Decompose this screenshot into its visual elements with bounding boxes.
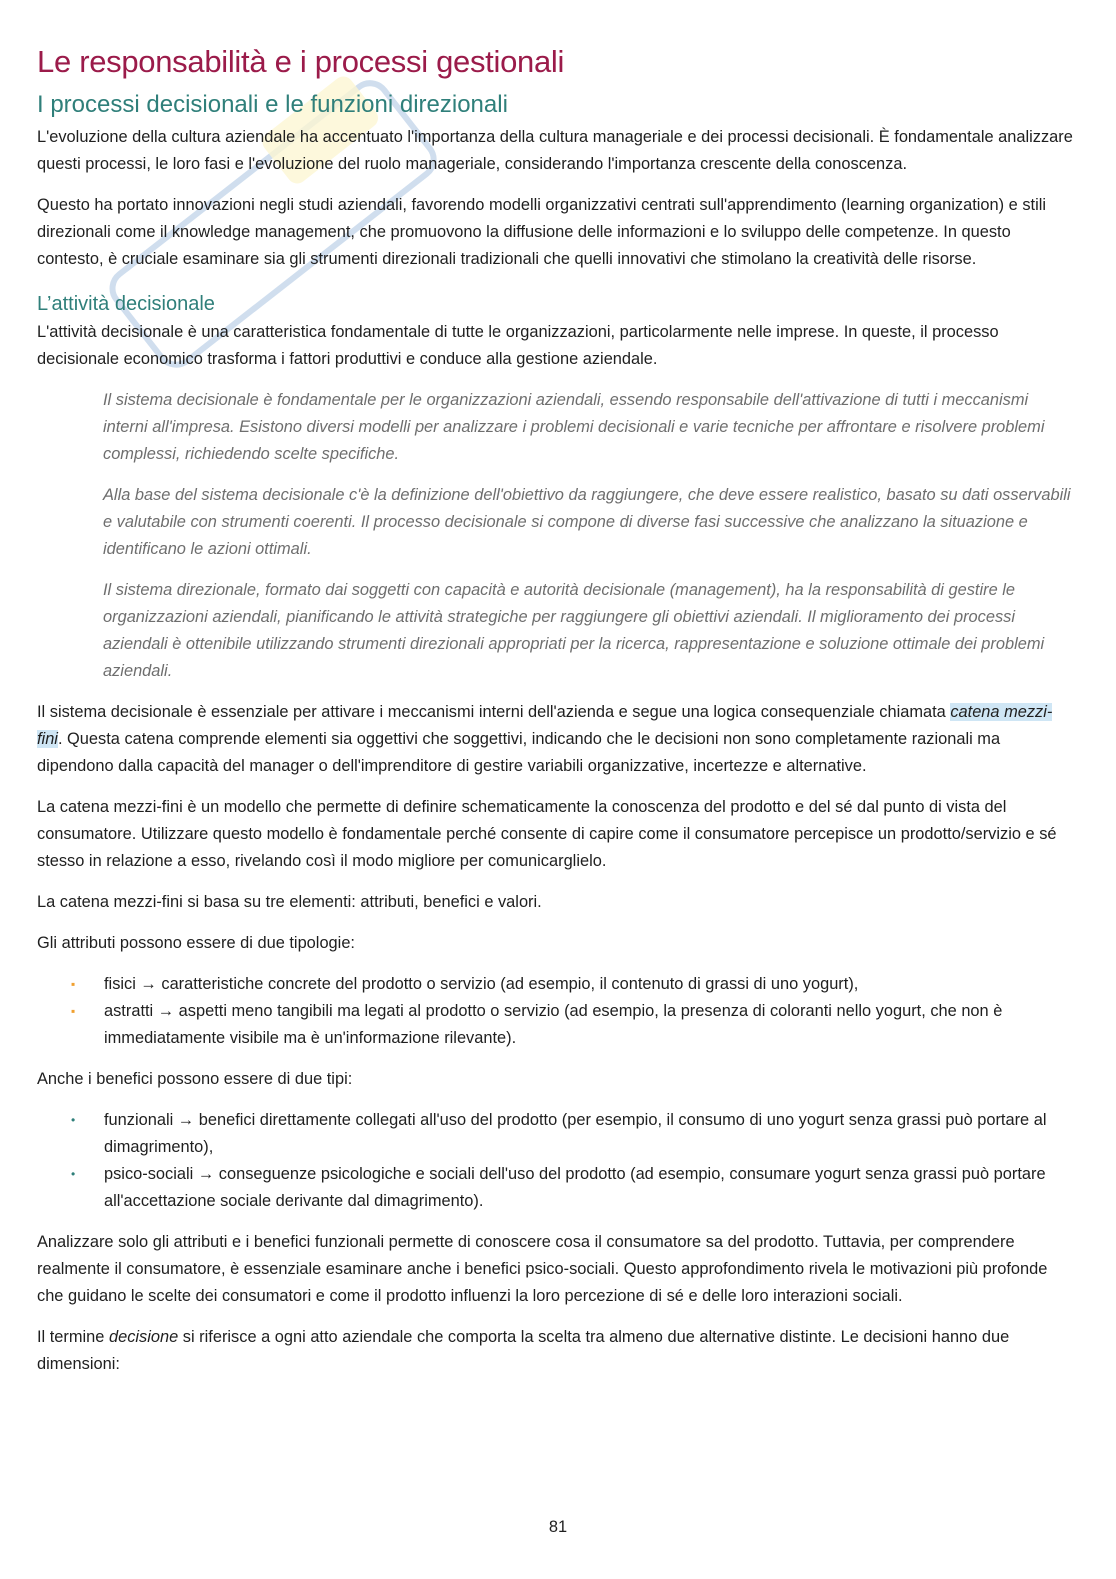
analysis-paragraph: Analizzare solo gli attributi e i benefici funzionali permette di conoscere cosa il consumatore sa del prodotto. Tuttavia, per comprendere realmente il consumatore, è essenziale esaminare anche i benefici psico-sociali. Questo approfondimento rivela le motivazioni più profonde che guidano le scelte dei consumatori e come il prodotto influenzi la loro percezione di sé e delle loro interazioni sociali.	[37, 1233, 1048, 1305]
chain-paragraph	[37, 699, 1077, 780]
elements-paragraph: La catena mezzi-fini si basa su tre elementi: attributi, benefici e valori.	[37, 893, 542, 911]
list-item-text: fisici → caratteristiche concrete del prodotto o servizio (ad esempio, il contenuto di grassi di uno yogurt),	[104, 975, 859, 993]
model-paragraph: La catena mezzi-fini è un modello che permette di definire schematicamente la conoscenza del prodotto e del sé dal punto di vista del consumatore. Utilizzare questo modello è fondamentale perché consente di capire come il consumatore percepisce un prodotto/servizio e sé stesso in relazione a esso, rivelando così il modo migliore per comunicarglielo.	[37, 798, 1057, 870]
quote-block	[103, 387, 1077, 685]
quote-paragraph-2: Alla base del sistema decisionale c'è la definizione dell'obiettivo da raggiungere, che deve essere realistico, basato su dati osservabili e valutabile con strumenti coerenti. Il processo decisionale si compone di diverse fasi successive che analizzano la situazione e identificano le azioni ottimali.	[103, 486, 1071, 558]
section-title: I processi decisionali e le funzioni direzionali	[37, 91, 508, 118]
square-bullet-icon: ▪	[71, 1004, 76, 1018]
list-item	[37, 998, 1077, 1052]
italic-term: decisione	[108, 1328, 179, 1346]
quote-paragraph-3: Il sistema direzionale, formato dai soggetti con capacità e autorità decisionale (management), ha la responsabilità di gestire le organizzazioni aziendali, pianificando le attività strategiche per raggiungere gli obiettivi aziendali. Il miglioramento dei processi aziendali è ottenibile utilizzando strumenti direzionali appropriati per la ricerca, rappresentazione e soluzione ottimale dei problemi aziendali.	[103, 581, 1045, 680]
attributes-list	[37, 971, 1077, 1052]
decision-activity-paragraph: L'attività decisionale è una caratteristica fondamentale di tutte le organizzazioni, particolarmente nelle imprese. In queste, il processo decisionale economico trasforma i fattori produttivi e conduce alla gestione aziendale.	[37, 323, 999, 368]
dot-bullet-icon: •	[71, 1167, 76, 1181]
decision-paragraph	[37, 1324, 1077, 1378]
list-item	[37, 1107, 1077, 1161]
intro-paragraph-1: L'evoluzione della cultura aziendale ha accentuato l'importanza della cultura manageriale e dei processi decisionali. È fondamentale analizzare questi processi, le loro fasi e l'evoluzione del ruolo manageriale, considerando l'importanza crescente della conoscenza.	[37, 128, 1073, 173]
benefits-list	[37, 1107, 1077, 1215]
square-bullet-icon: ▪	[71, 977, 76, 991]
list-item	[37, 1161, 1077, 1215]
page-number: 81	[548, 1518, 568, 1536]
chain-text-after: . Questa catena comprende elementi sia oggettivi che soggettivi, indicando che le decisioni non sono completamente razionali ma dipendono dalla capacità del manager o dell'imprenditore di gestire variabili organizzative, incertezze e alternative.	[37, 730, 1001, 775]
highlighted-term: catena mezzi-fini	[37, 703, 1053, 748]
quote-paragraph-1: Il sistema decisionale è fondamentale per le organizzazioni aziendali, essendo responsabile dell'attivazione di tutti i meccanismi interni all'impresa. Esistono diversi modelli per analizzare i problemi decisionali e varie tecniche per affrontare e risolvere problemi complessi, richiedendo scelte specifiche.	[103, 391, 1045, 463]
intro-paragraph-2: Questo ha portato innovazioni negli studi aziendali, favorendo modelli organizzativi centrati sull'apprendimento (learning organization) e stili direzionali come il knowledge management, che promuovono la diffusione delle informazioni e lo sviluppo delle competenze. In questo contesto, è cruciale esaminare sia gli strumenti direzionali tradizionali che quelli innovativi che stimolano la creatività delle risorse.	[37, 196, 1047, 268]
list-item-text: psico-sociali → conseguenze psicologiche e sociali dell'uso del prodotto (ad esempio, consumare yogurt senza grassi può portare all'accettazione sociale derivante dal dimagrimento).	[104, 1165, 1046, 1210]
attributes-intro: Gli attributi possono essere di due tipologie:	[37, 934, 355, 952]
subsection-title: L’attività decisionale	[37, 293, 215, 315]
document-page	[37, 42, 1077, 1392]
dot-bullet-icon: •	[71, 1113, 76, 1127]
list-item	[37, 971, 1077, 998]
list-item-text: astratti → aspetti meno tangibili ma legati al prodotto o servizio (ad esempio, la presenza di coloranti nello yogurt, che non è immediatamente visibile ma è un'informazione rilevante).	[104, 1002, 1003, 1047]
benefits-intro: Anche i benefici possono essere di due tipi:	[37, 1070, 353, 1088]
list-item-text: funzionali → benefici direttamente collegati all'uso del prodotto (per esempio, il consumo di uno yogurt senza grassi può portare al dimagrimento),	[104, 1111, 1047, 1156]
decision-text-after: si riferisce a ogni atto aziendale che comporta la scelta tra almeno due alternative distinte. Le decisioni hanno due dimensioni:	[37, 1328, 1010, 1373]
page-title: Le responsabilità e i processi gestionali	[37, 44, 565, 79]
decision-text-before: Il termine	[37, 1328, 109, 1346]
chain-text-before: Il sistema decisionale è essenziale per attivare i meccanismi interni dell'azienda e segue una logica consequenziale chiamata	[37, 703, 951, 721]
